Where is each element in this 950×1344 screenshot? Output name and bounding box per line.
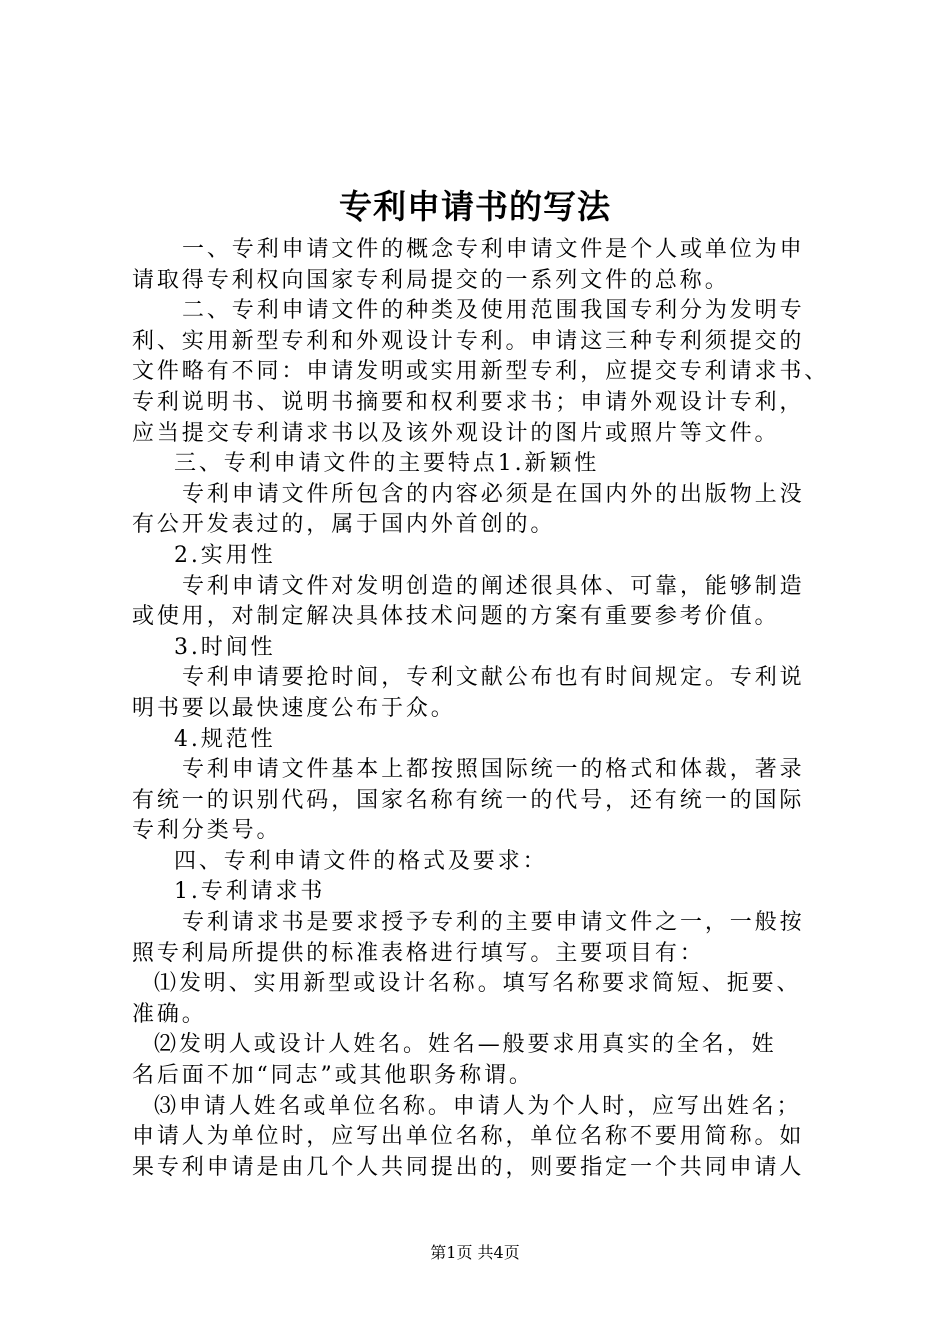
paragraph-line: 二、专利申请文件的种类及使用范围我国专利分为发明专	[182, 298, 805, 324]
document-title: 专利申请书的写法	[339, 187, 611, 226]
page-footer: 第1页 共4页	[430, 1243, 520, 1262]
section-heading: 三、专利申请文件的主要特点1.新颖性	[174, 451, 600, 477]
paragraph-line: 照专利局所提供的标准表格进行填写。主要项目有：	[132, 940, 705, 966]
paragraph-line: 准确。	[132, 1001, 207, 1027]
paragraph-line: 文件略有不同：申请发明或实用新型专利，应提交专利请求书、	[132, 359, 830, 385]
paragraph-line: 请取得专利权向国家专利局提交的一系列文件的总称。	[132, 267, 730, 293]
paragraph-line: 一、专利申请文件的概念专利申请文件是个人或单位为申	[182, 237, 805, 262]
paragraph-line: 申请人为单位时，应写出单位名称，单位名称不要用简称。如	[132, 1124, 805, 1150]
paragraph-line: 专利分类号。	[132, 818, 282, 844]
paragraph-line: 专利说明书、说明书摘要和权利要求书；申请外观设计专利，	[132, 389, 805, 415]
paragraph-line: 果专利申请是由几个人共同提出的，则要指定一个共同申请人	[132, 1154, 805, 1180]
paragraph-line: 专利申请要抢时间，专利文献公布也有时间规定。专利说	[182, 665, 805, 691]
document-body	[132, 235, 844, 1183]
list-item-line: ⑶申请人姓名或单位名称。申请人为个人时，应写出姓名；	[154, 1093, 802, 1119]
paragraph-line: 或使用，对制定解决具体技术问题的方案有重要参考价值。	[132, 604, 780, 630]
paragraph-line: 专利请求书是要求授予专利的主要申请文件之一，一般按	[182, 910, 805, 936]
paragraph-line: 专利申请文件所包含的内容必须是在国内外的出版物上没	[182, 481, 805, 507]
subsection-heading: 1.专利请求书	[174, 879, 326, 905]
paragraph-line: 明书要以最快速度公布于众。	[132, 695, 456, 721]
paragraph-line: 专利申请文件基本上都按照国际统一的格式和体裁，著录	[182, 757, 805, 783]
section-heading: 四、专利申请文件的格式及要求：	[174, 848, 548, 874]
paragraph-line: 有公开发表过的，属于国内外首创的。	[132, 512, 556, 538]
paragraph-line: 有统一的识别代码，国家名称有统一的代号，还有统一的国际	[132, 787, 805, 813]
subsection-heading: 4.规范性	[174, 726, 276, 752]
paragraph-line: 应当提交专利请求书以及该外观设计的图片或照片等文件。	[132, 420, 780, 446]
list-item-line: ⑴发明、实用新型或设计名称。填写名称要求简短、扼要、	[154, 971, 802, 997]
list-item-line: ⑵发明人或设计人姓名。姓名—般要求用真实的全名，姓	[154, 1032, 777, 1058]
subsection-heading: 3.时间性	[174, 634, 276, 660]
paragraph-line: 名后面不加“同志”或其他职务称谓。	[132, 1063, 534, 1089]
paragraph-line: 利、实用新型专利和外观设计专利。申请这三种专利须提交的	[132, 328, 805, 354]
paragraph-line: 专利申请文件对发明创造的阐述很具体、可靠，能够制造	[182, 573, 805, 599]
subsection-heading: 2.实用性	[174, 542, 276, 568]
